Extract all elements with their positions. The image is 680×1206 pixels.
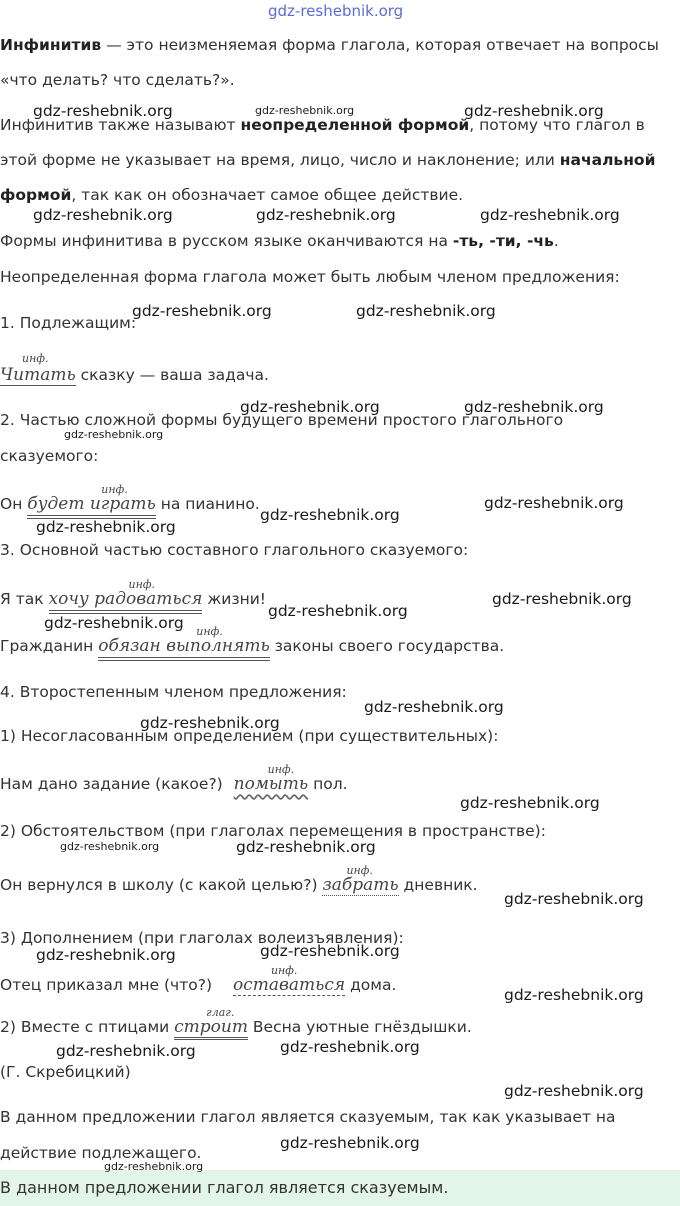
example-adverbial: Он вернулся в школу (с какой целью?) инф. забрать дневник. [0, 875, 478, 895]
watermark: gdz-reshebnik.org [268, 2, 404, 20]
watermark: gdz-reshebnik.org [140, 714, 280, 732]
underlined-word: Читать [0, 365, 76, 385]
section-1-heading: 1. Подлежащим: [0, 314, 137, 332]
watermark: gdz-reshebnik.org [364, 698, 504, 716]
watermark: gdz-reshebnik.org [104, 1160, 204, 1173]
watermark: gdz-reshebnik.org [33, 102, 173, 120]
example-attribute: Нам дано задание (какое?) инф. помыть пол. [0, 774, 348, 794]
label-verb: глаг. [206, 1006, 235, 1019]
term-form: формой [0, 186, 72, 204]
endings: -ть, -ти, -чь [452, 232, 554, 250]
answer-box: В данном предложении глагол является сказуемым. [0, 1170, 680, 1206]
task-author: (Г. Скребицкий) [0, 1063, 131, 1081]
watermark: gdz-reshebnik.org [504, 986, 644, 1004]
watermark: gdz-reshebnik.org [464, 102, 604, 120]
example-compound-1: Я так инф. хочу радоваться жизни! [0, 589, 266, 609]
watermark: gdz-reshebnik.org [240, 398, 380, 416]
section-4-heading: 4. Второстепенным членом предложения: [0, 683, 347, 701]
term-indefinite-form: неопределенной формой [240, 116, 470, 134]
label-inf: инф. [128, 578, 155, 591]
label-inf: инф. [22, 352, 49, 365]
label-inf: инф. [346, 864, 373, 877]
watermark: gdz-reshebnik.org [484, 494, 624, 512]
watermark: gdz-reshebnik.org [504, 890, 644, 908]
watermark: gdz-reshebnik.org [260, 506, 400, 524]
example-subject: инф. Читать сказку — ваша задача. [0, 365, 269, 385]
paragraph-2-line-1: Инфинитив также называют неопределенной формой, потому что глагол в [0, 116, 645, 134]
watermark: gdz-reshebnik.org [464, 398, 604, 416]
section-4b-heading: 2) Обстоятельством (при глаголах перемещения в пространстве): [0, 822, 546, 840]
example-compound-2: Гражданин инф. обязан выполнять законы своего государства. [0, 636, 504, 656]
section-4a-heading: 1) Несогласованным определением (при существительных): [0, 727, 499, 745]
label-inf: инф. [270, 964, 298, 977]
watermark: gdz-reshebnik.org [280, 1134, 420, 1152]
label-inf: инф. [196, 625, 223, 638]
watermark: gdz-reshebnik.org [36, 518, 176, 536]
section-4c-heading: 3) Дополнением (при глаголах волеизъявления): [0, 929, 404, 947]
explanation-line-2: действие подлежащего. [0, 1144, 202, 1162]
watermark: gdz-reshebnik.org [236, 838, 376, 856]
section-2-heading-1: 2. Частью сложной формы будущего времени простого глагольного [0, 411, 564, 429]
underlined-word: обязан выполнять [98, 636, 269, 661]
underlined-word: строит [174, 1017, 248, 1040]
paragraph-2-line-2: этой форме не указывает на время, лицо, число и наклонение; или начальной [0, 151, 656, 169]
watermark: gdz-reshebnik.org [504, 1082, 644, 1100]
underlined-word: хочу радоваться [49, 589, 203, 614]
watermark: gdz-reshebnik.org [480, 206, 620, 224]
section-2-heading-2: сказуемого: [0, 447, 99, 465]
watermark: gdz-reshebnik.org [60, 840, 160, 853]
watermark: gdz-reshebnik.org [36, 946, 176, 964]
endings-line: Формы инфинитива в русском языке оканчиваются на -ть, -ти, -чь. [0, 232, 559, 250]
watermark: gdz-reshebnik.org [56, 1042, 196, 1060]
watermark: gdz-reshebnik.org [492, 590, 632, 608]
explanation-line-1: В данном предложении глагол является сказуемым, так как указывает на [0, 1108, 616, 1126]
watermark: gdz-reshebnik.org [268, 602, 408, 620]
example-future-tense: Он инф. будет играть на пианино. [0, 494, 260, 514]
watermark: gdz-reshebnik.org [33, 206, 173, 224]
label-inf: инф. [101, 483, 128, 496]
watermark: gdz-reshebnik.org [255, 104, 355, 117]
section-3-heading: 3. Основной частью составного глагольного сказуемого: [0, 541, 469, 559]
underlined-word: оставаться [232, 975, 346, 995]
example-object: Отец приказал мне (что?) инф. оставаться дома. [0, 975, 396, 995]
watermark: gdz-reshebnik.org [44, 614, 184, 632]
underlined-word: забрать [322, 875, 399, 895]
underlined-word: будет играть [27, 494, 156, 519]
underlined-word: помыть [233, 774, 309, 794]
watermark: gdz-reshebnik.org [460, 794, 600, 812]
watermark: gdz-reshebnik.org [256, 206, 396, 224]
task-sentence: 2) Вместе с птицами глаг. строит Весна уютные гнёздышки. [0, 1017, 472, 1037]
watermark: gdz-reshebnik.org [260, 942, 400, 960]
watermark: gdz-reshebnik.org [132, 302, 272, 320]
paragraph-2-line-3: формой, так как он обозначает самое общее действие. [0, 186, 464, 204]
syntax-intro: Неопределенная форма глагола может быть любым членом предложения: [0, 268, 620, 286]
watermark: gdz-reshebnik.org [280, 1038, 420, 1056]
label-inf: инф. [267, 763, 295, 776]
term-infinitive: Инфинитив [0, 36, 102, 54]
watermark: gdz-reshebnik.org [64, 428, 164, 441]
definition-line-1: Инфинитив — это неизменяемая форма глагола, которая отвечает на вопросы [0, 36, 659, 54]
definition-line-2: «что делать? что сделать?». [0, 71, 235, 89]
watermark: gdz-reshebnik.org [356, 302, 496, 320]
term-initial: начальной [559, 151, 656, 169]
